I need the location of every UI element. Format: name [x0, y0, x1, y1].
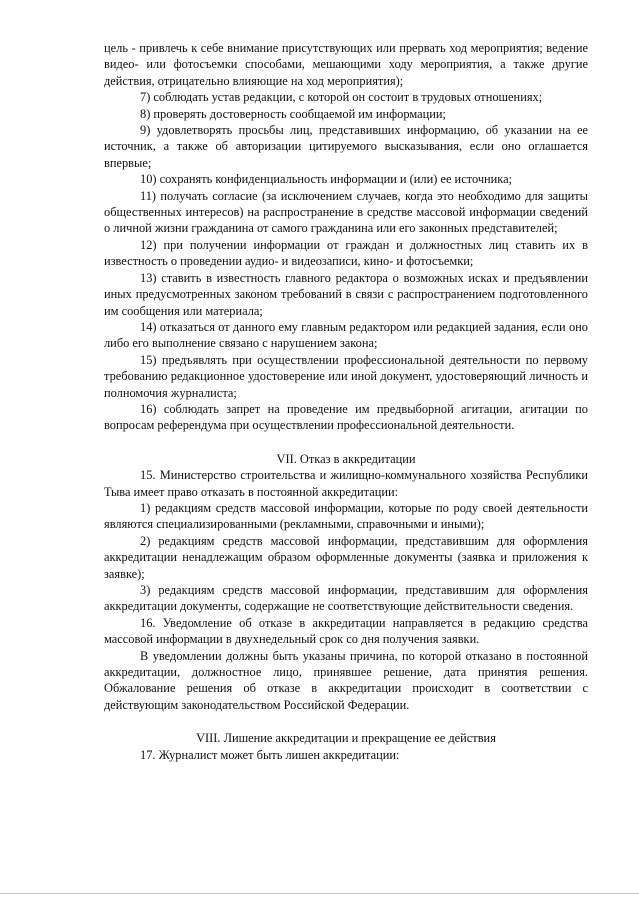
list-item-9: 9) удовлетворять просьбы лиц, представивших информацию, об указании на ее источник, а также об авторизации цитируемого высказывания, если оно оглашается впервые;: [104, 123, 588, 170]
section-spacer: [104, 434, 588, 451]
list-item-12: 12) при получении информации от граждан и должностных лиц ставить их в известность о проведении аудио- и видеозаписи, кино- и фотосъемки;: [104, 237, 588, 269]
paragraph-15-item-2: 2) редакциям средств массовой информации, представившим для оформления аккредитации ненадлежащим образом оформленные документы (заявка и приложения к заявке);: [104, 533, 588, 581]
paragraph-16: 16. Уведомление об отказе в аккредитации направляется в редакцию средства массовой информации в двухнедельный срок со дня получения заявки.: [104, 615, 588, 647]
scan-edge-line: [0, 893, 639, 894]
list-item-7: 7) соблюдать устав редакции, с которой он состоит в трудовых отношениях;: [140, 90, 543, 105]
list-item-10: 10) сохранять конфиденциальность информации и (или) ее источника;: [140, 172, 513, 187]
paragraph-17: 17. Журналист может быть лишен аккредитации:: [140, 747, 400, 762]
list-item-continuation: цель - привлечь к себе внимание присутствующих или прервать ход мероприятия; ведение видео- или фотосъемки способами, мешающими ходу мероприятия, а также другие действия, отрицательно влияющие на ход мероприятия);: [104, 41, 588, 88]
list-item-8: 8) проверять достоверность сообщаемой им информации;: [140, 106, 446, 121]
section-heading-viii: VIII. Лишение аккредитации и прекращение ее действия: [196, 731, 496, 746]
list-item-14: 14) отказаться от данного ему главным редактором или редакцией задания, если оно либо его выполнение связано с нарушением закона;: [104, 319, 588, 351]
document-body: [104, 40, 588, 763]
paragraph-15: 15. Министерство строительства и жилищно-коммунального хозяйства Республики Тыва имеет право отказать в постоянной аккредитации:: [104, 468, 588, 499]
paragraph-15-item-1: 1) редакциям средств массовой информации, которые по роду своей деятельности являются специализированными (рекламными, справочными и иными);: [104, 500, 588, 532]
list-item-15: 15) предъявлять при осуществлении профессиональной деятельности по первому требованию редакционное удостоверение или иной документ, удостоверяющий личность и полномочия журналиста;: [104, 352, 588, 400]
paragraph-15-item-3: 3) редакциям средств массовой информации, представившим для оформления аккредитации документы, содержащие не соответствующие действительности сведения.: [104, 583, 588, 614]
list-item-11: 11) получать согласие (за исключением случаев, когда это необходимо для защиты общественных интересов) на распространение в средстве массовой информации сведений о личной жизни гражданина от самого гражданина или его законных представителей;: [104, 188, 588, 236]
paragraph-16-notice: В уведомлении должны быть указаны причина, по которой отказано в постоянной аккредитации, должностное лицо, принявшее решение, дата принятия решения. Обжалование решения об отказе в аккредитации происходит в соответствии с действующим законодательством Российской Федерации.: [104, 648, 588, 712]
section-heading-vii: VII. Отказ в аккредитации: [276, 451, 416, 466]
section-spacer: [104, 713, 588, 730]
list-item-13: 13) ставить в известность главного редактора о возможных исках и предъявлении иных предусмотренных законом требований в связи с распространением подготовленного им сообщения или материала;: [104, 270, 588, 318]
list-item-16: 16) соблюдать запрет на проведение им предвыборной агитации, агитации по вопросам референдума при осуществлении профессиональной деятельности.: [104, 401, 588, 433]
